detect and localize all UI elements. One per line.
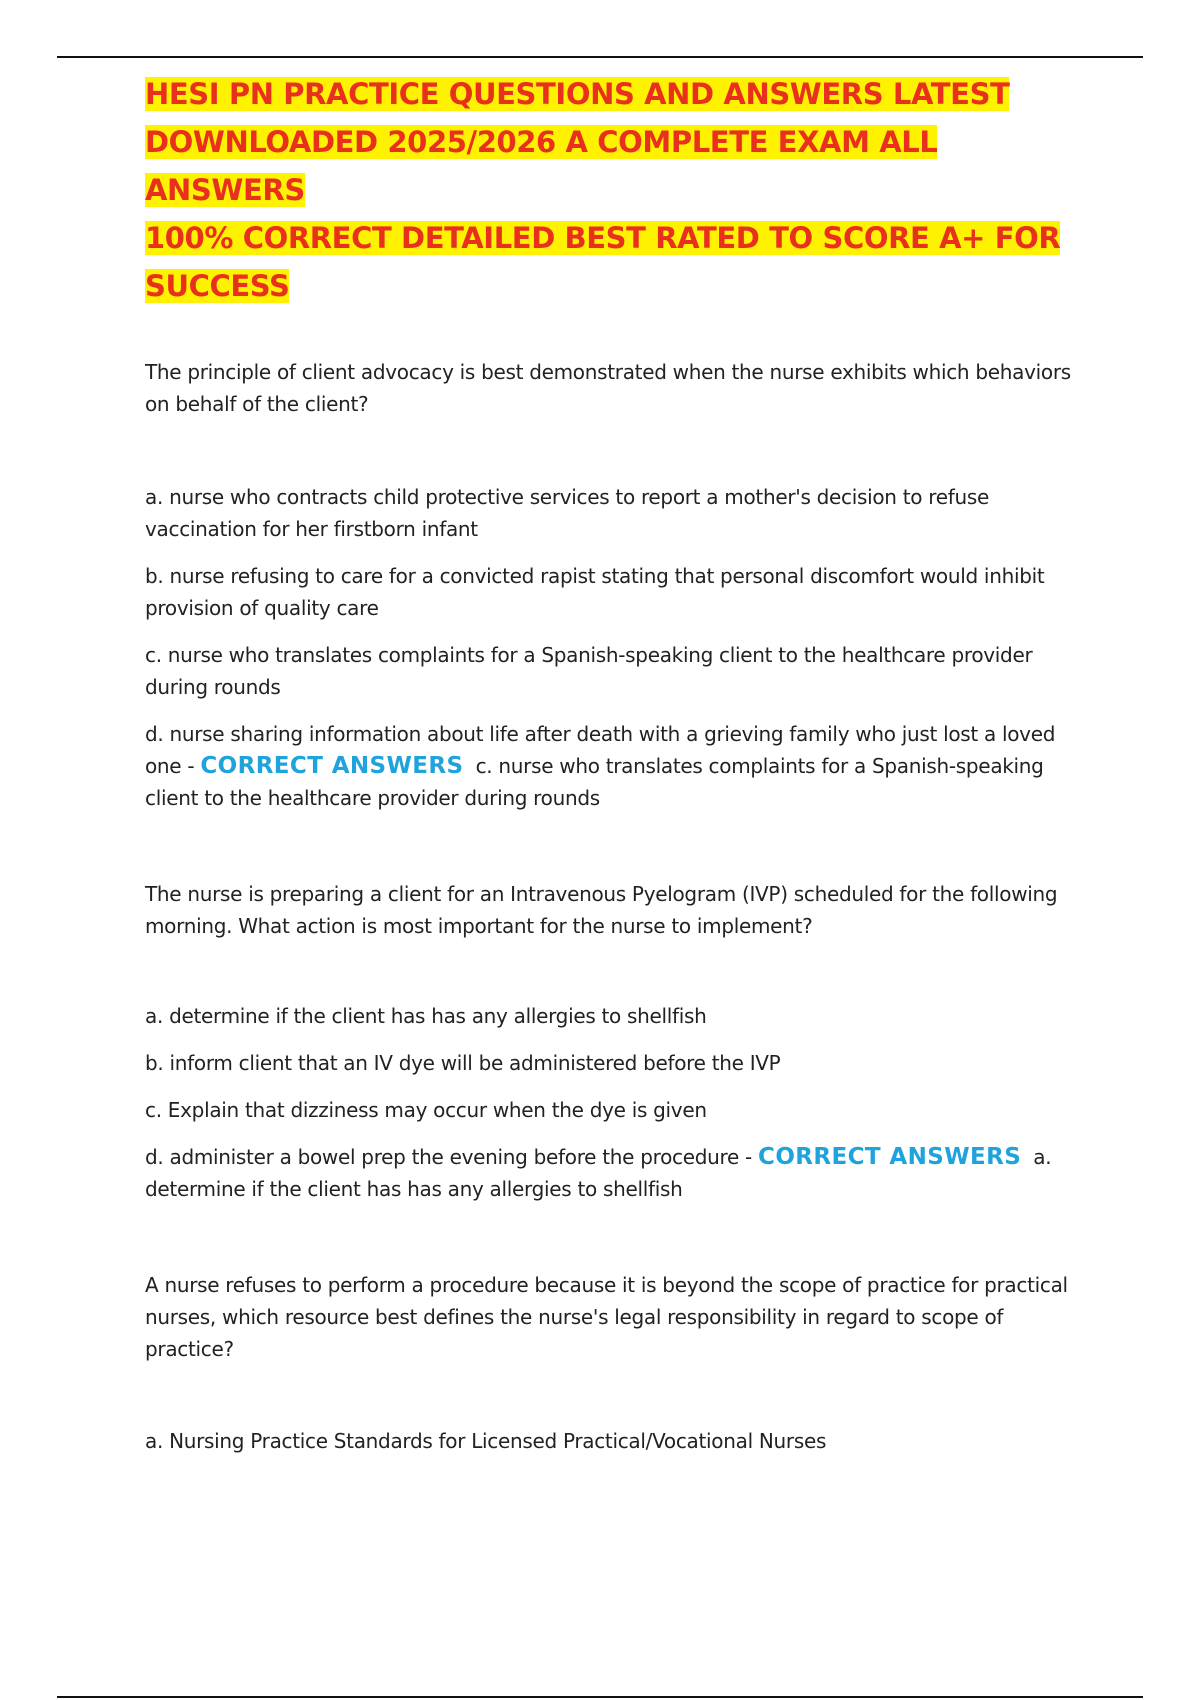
question-stem: A nurse refuses to perform a procedure because it is beyond the scope of practice for practical nurses, which resource best defines the nurse's legal responsibility in regard to scope of practice?	[145, 1273, 1068, 1361]
document-body	[145, 70, 1085, 1457]
answer-option: a. nurse who contracts child protective services to report a mother's decision to refuse vaccination for her firstborn infant	[145, 485, 990, 541]
title-line: SUCCESS	[145, 269, 290, 303]
document-title	[145, 70, 1085, 310]
question-2	[145, 878, 1085, 1205]
answer-option: d. nurse sharing information about life after death with a grieving family who just lost a loved one -	[145, 722, 1056, 778]
answer-option: d. administer a bowel prep the evening before the procedure -	[145, 1145, 752, 1169]
answer-option: a. Nursing Practice Standards for Licensed Practical/Vocational Nurses	[145, 1429, 827, 1453]
answer-option: a. determine if the client has has any allergies to shellfish	[145, 1004, 707, 1028]
question-stem: The nurse is preparing a client for an Intravenous Pyelogram (IVP) scheduled for the following morning. What action is most important for the nurse to implement?	[145, 882, 1058, 938]
title-line: HESI PN PRACTICE QUESTIONS AND ANSWERS LATEST	[145, 77, 1010, 111]
correct-answer-text: a. determine if the client has has any allergies to shellfish	[145, 1145, 1052, 1201]
answer-option-with-answer	[145, 1141, 1085, 1205]
question-stem: The principle of client advocacy is best demonstrated when the nurse exhibits which behaviors on behalf of the client?	[145, 360, 1071, 416]
correct-answers-label: CORRECT ANSWERS	[200, 753, 464, 779]
question-3	[145, 1269, 1085, 1457]
correct-answers-label: CORRECT ANSWERS	[758, 1144, 1022, 1170]
answer-option: c. Explain that dizziness may occur when the dye is given	[145, 1098, 707, 1122]
answer-option: c. nurse who translates complaints for a Spanish-speaking client to the healthcare provider during rounds	[145, 643, 1033, 699]
answer-option: b. inform client that an IV dye will be administered before the IVP	[145, 1051, 781, 1075]
bottom-rule	[57, 1696, 1143, 1698]
question-1	[145, 356, 1085, 814]
answer-option-with-answer	[145, 718, 1085, 814]
correct-answer-text: c. nurse who translates complaints for a Spanish-speaking client to the healthcare provider during rounds	[145, 754, 1044, 810]
answer-option: b. nurse refusing to care for a convicted rapist stating that personal discomfort would inhibit provision of quality care	[145, 564, 1045, 620]
title-line: DOWNLOADED 2025/2026 A COMPLETE EXAM ALL ANSWERS	[145, 125, 938, 207]
top-rule	[57, 56, 1143, 58]
title-line: 100% CORRECT DETAILED BEST RATED TO SCORE A+ FOR	[145, 221, 1061, 255]
